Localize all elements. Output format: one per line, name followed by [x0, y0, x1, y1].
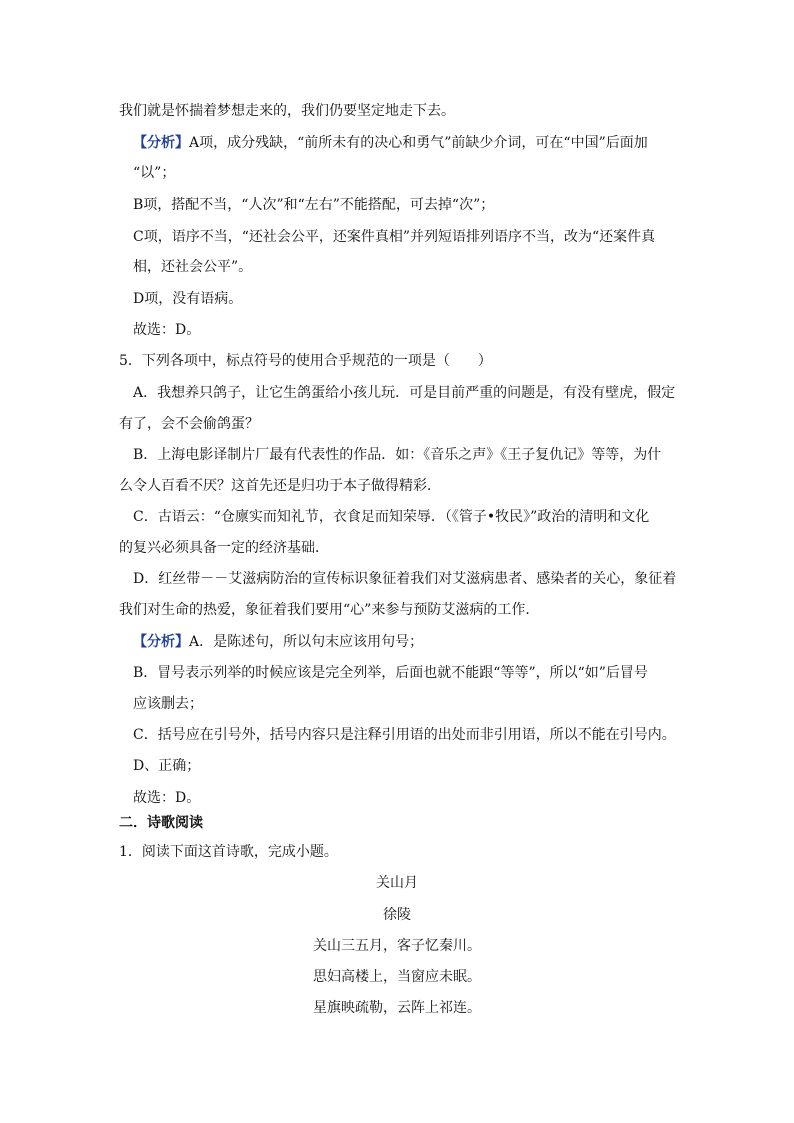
analysis-text: A项，成分残缺，“前所未有的决心和勇气”前缺少介词，可在“中国”后面加	[189, 135, 648, 151]
q5-option-c-line2: 的复兴必须具备一定的经济基础．	[119, 540, 329, 556]
q5-analysis-a	[133, 632, 423, 652]
analysis-tag: 【分析】	[133, 135, 189, 151]
analysis-text: A．是陈述句，所以句末应该用句号；	[189, 634, 424, 650]
section2-q1-stem: 1．阅读下面这首诗歌，完成小题。	[119, 844, 338, 860]
q5-analysis-c: C．括号应在引号外，括号内容只是注释引用语的出处而非引用语，所以不能在引号内。	[133, 727, 676, 743]
poem-author: 徐陵	[383, 907, 411, 923]
q5-analysis-b-line1: B．冒号表示列举的时候应该是完全列举，后面也就不能跟“等等”，所以“如”后冒号	[133, 665, 648, 681]
q5-option-b-line1: B．上海电影译制片厂最有代表性的作品．如：《音乐之声》《王子复仇记》等等，为什	[133, 447, 662, 463]
q4-answer: 故选：D。	[133, 322, 201, 338]
q4-analysis-d: D项，没有语病。	[133, 291, 243, 307]
poem-line: 关山三五月，客子忆秦川。	[313, 938, 481, 954]
q5-analysis-d: D、正确；	[133, 758, 201, 774]
q5-option-a-line2: 有了，会不会偷鸽蛋？	[119, 416, 259, 432]
q5-option-a-line1: A．我想养只鸽子，让它生鸽蛋给小孩儿玩．可是目前严重的问题是，有没有壁虎，假定	[133, 385, 676, 401]
q5-option-d-line1: D．红丝带－－艾滋病防治的宣传标识象征着我们对艾滋病患者、感染者的关心，象征着	[133, 571, 677, 587]
q4-analysis-b: B项，搭配不当，“人次”和“左右”不能搭配，可去掉“次”；	[133, 197, 495, 213]
section-heading: 二．诗歌阅读	[119, 815, 203, 831]
q5-stem: 5．下列各项中，标点符号的使用合乎规范的一项是（ ）	[119, 353, 492, 369]
q4-analysis-a-line2: “以”；	[133, 165, 176, 181]
poem-line: 思妇高楼上，当窗应未眠。	[313, 969, 481, 985]
q4-analysis-a-line1	[133, 133, 648, 153]
q4-tail-text: 我们就是怀揣着梦想走来的，我们仍要坚定地走下去。	[119, 103, 455, 119]
q4-analysis-c-line2: 相，还社会公平”。	[133, 259, 253, 275]
q5-analysis-b-line2: 应该删去；	[133, 696, 203, 712]
poem-title: 关山月	[376, 875, 418, 891]
q5-option-c-line1: C．古语云：“仓廪实而知礼节，衣食足而知荣辱．（《管子•牧民》”政治的清明和文化	[133, 509, 650, 525]
q5-option-b-line2: 么令人百看不厌？这首先还是归功于本子做得精彩．	[119, 478, 441, 494]
q4-analysis-c-line1: C项，语序不当，“还社会公平，还案件真相”并列短语排列语序不当，改为“还案件真	[133, 229, 656, 245]
q5-option-d-line2: 我们对生命的热爱，象征着我们要用“心”来参与预防艾滋病的工作．	[119, 602, 540, 618]
q5-answer: 故选：D。	[133, 790, 201, 806]
poem-line: 星旗映疏勒，云阵上祁连。	[313, 1000, 481, 1016]
analysis-tag: 【分析】	[133, 634, 189, 650]
